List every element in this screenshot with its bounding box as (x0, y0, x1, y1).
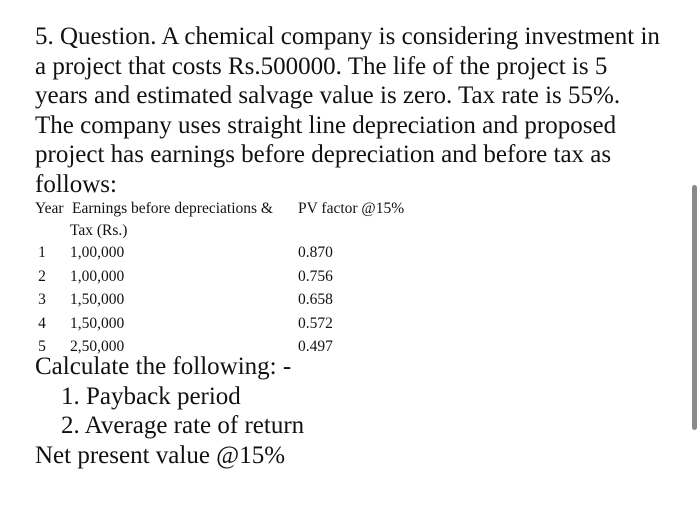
cell-pv-factor: 0.497 (298, 338, 333, 355)
question-line: 5. Question. A chemical company is considering investment in (35, 23, 660, 50)
question-text (35, 22, 675, 199)
cell-earnings: 1,00,000 (70, 267, 125, 285)
question-line: The company uses straight line depreciation and proposed (35, 111, 617, 139)
header-pv-factor: PV factor @15% (298, 200, 405, 217)
cell-earnings: 1,00,000 (70, 244, 125, 261)
question-line: follows: (35, 170, 117, 198)
header-year: Year (35, 200, 64, 217)
calculate-heading: Calculate the following: - (35, 353, 292, 380)
cell-year: 5 (38, 338, 46, 355)
header-earnings-tax: Tax (Rs.) (70, 222, 128, 239)
cell-year: 4 (38, 314, 46, 332)
calculate-item-payback: 1. Payback period (61, 382, 241, 410)
cell-earnings: 1,50,000 (70, 291, 125, 308)
cell-pv-factor: 0.756 (298, 267, 333, 285)
cell-pv-factor: 0.870 (298, 244, 333, 261)
question-line: years and estimated salvage value is zero. Tax rate is 55%. (35, 82, 621, 109)
cell-earnings: 1,50,000 (70, 314, 125, 332)
question-line: a project that costs Rs.500000. The life of the project is 5 (35, 52, 608, 80)
calculate-item-arr: 2. Average rate of return (61, 412, 305, 439)
header-earnings: Earnings before depreciations & (72, 200, 273, 217)
cell-year: 1 (38, 244, 46, 261)
question-line: project has earnings before depreciation and before tax as (35, 141, 612, 168)
calculate-item-npv: Net present value @15% (35, 441, 286, 469)
cell-pv-factor: 0.572 (298, 314, 333, 332)
cell-pv-factor: 0.658 (298, 291, 333, 308)
calculate-section (35, 352, 304, 470)
cell-year: 2 (38, 267, 46, 285)
scrollbar[interactable] (692, 185, 697, 430)
cell-earnings: 2,50,000 (70, 338, 125, 355)
cell-year: 3 (38, 291, 46, 308)
